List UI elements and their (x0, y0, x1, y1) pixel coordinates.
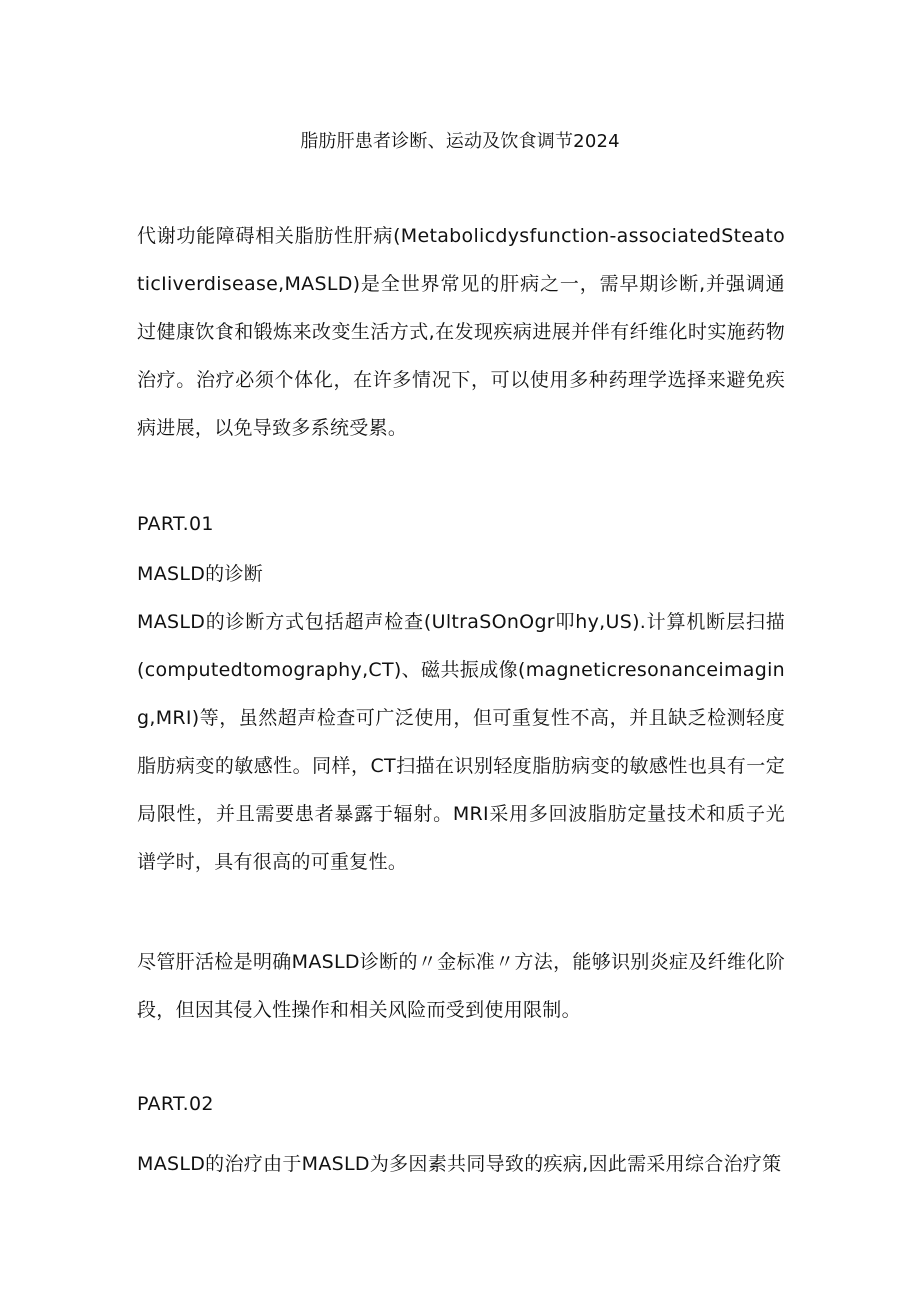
treatment-paragraph: MASLD的治疗由于MASLD为多因素共同导致的疾病,因此需采用综合治疗策 (137, 1153, 782, 1175)
diagnosis-paragraph: MASLD的诊断方式包括超声检查(UltraSOnOgr叩hy,US).计算机断层扫描(computedtomography,CT)、磁共振成像(magneticresonanceimaging,MRI)等，虽然超声检查可广泛使用，但可重复性不高，并且缺乏检测轻度脂肪病变的敏感性。同样，CT扫描在识别轻度脂肪病变的敏感性也具有一定局限性，并且需要患者暴露于辐射。MRI采用多回波脂肪定量技术和质子光谱学时，具有很高的可重复性。 (137, 611, 785, 873)
document-title: 脂肪肝患者诊断、运动及饮食调节2024 (300, 131, 620, 152)
intro-paragraph: 代谢功能障碍相关脂肪性肝病(Metabolicdysfunction-associatedSteatoticIiverdisease,MASLD)是全世界常见的肝病之一，需早期诊断,并强调通过健康饮食和锻炼来改变生活方式,在发现疾病进展并伴有纤维化时实施药物治疗。治疗必须个体化，在许多情况下，可以使用多种药理学选择来避免疾病进展，以免导致多系统受累。 (137, 225, 785, 439)
section-heading-diagnosis: MASLD的诊断 (137, 563, 264, 585)
part01-label: PART.01 (137, 513, 214, 535)
part02-label: PART.02 (137, 1093, 214, 1115)
biopsy-paragraph: 尽管肝活检是明确MASLD诊断的〃金标准〃方法，能够识别炎症及纤维化阶段，但因其侵入性操作和相关风险而受到使用限制。 (137, 951, 785, 1021)
